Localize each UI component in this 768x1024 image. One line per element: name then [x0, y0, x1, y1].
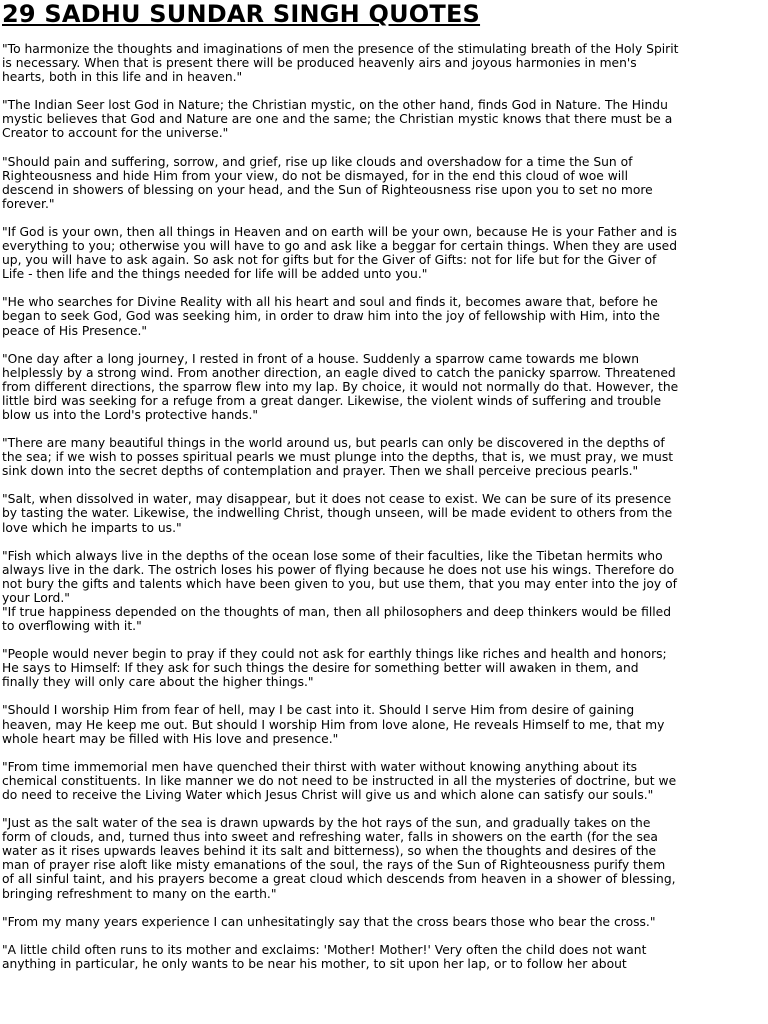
quote-item: "He who searches for Divine Reality with all his heart and soul and finds it, becomes aware that, before he began to seek God, God was seeking him, in order to draw him into the joy of fellowship with Him, into the peace of His Presence.": [2, 295, 660, 338]
quote-item: "Should I worship Him from fear of hell, may I be cast into it. Should I serve Him from desire of gaining heaven, may He keep me out. But should I worship Him from love alone, He reveals Himself to me, that my whole heart may be filled with His love and presence.": [2, 703, 665, 746]
quote-item: "The Indian Seer lost God in Nature; the Christian mystic, on the other hand, finds God in Nature. The Hindu mystic believes that God and Nature are one and the same; the Christian mystic knows that there must be a Creator to account for the universe.": [2, 98, 673, 141]
quote-item: "People would never begin to pray if they could not ask for earthly things like riches and health and honors; He says to Himself: If they ask for such things the desire for something better will awaken in them, and finally they will only care about the higher things.": [2, 647, 667, 690]
quote-item: "Salt, when dissolved in water, may disappear, but it does not cease to exist. We can be sure of its presence by tasting the water. Likewise, the indwelling Christ, though unseen, will be made evident to others from the love which he imparts to us.": [2, 492, 673, 535]
quote-item: "A little child often runs to its mother and exclaims: 'Mother! Mother!' Very often the child does not want anything in particular, he only wants to be near his mother, to sit upon her lap, or to follow her about: [2, 942, 647, 971]
quote-item: "There are many beautiful things in the world around us, but pearls can only be discovered in the depths of the sea; if we wish to posses spiritual pearls we must plunge into the depths, that is, we must pray, we must sink down into the secret depths of contemplation and prayer. Then we shall perceive precious pearls.": [2, 436, 674, 479]
quote-item: "From my many years experience I can unhesitatingly say that the cross bears those who bear the cross.": [2, 914, 656, 929]
quote-item: "One day after a long journey, I rested in front of a house. Suddenly a sparrow came towards me blown helplessly by a strong wind. From another direction, an eagle dived to catch the panicky sparrow. Threatened from different directions, the sparrow flew into my lap. By choice, it would not normally do that. However, the little bird was seeking for a refuge from a great danger. Likewise, the violent winds of suffering and trouble blow us into the Lord's protective hands.": [2, 351, 679, 422]
quote-list: [2, 42, 679, 985]
quote-item: "Should pain and suffering, sorrow, and grief, rise up like clouds and overshadow for a time the Sun of Righteousness and hide Him from your view, do not be dismayed, for in the end this cloud of woe will descend in showers of blessing on your head, and the Sun of Righteousness rise upon you to set no more forever.": [2, 154, 653, 211]
quote-item: "To harmonize the thoughts and imaginations of men the presence of the stimulating breath of the Holy Spirit is necessary. When that is present there will be produced heavenly airs and joyous harmonies in men's hearts, both in this life and in heaven.": [2, 42, 679, 85]
quote-item: "If God is your own, then all things in Heaven and on earth will be your own, because He is your Father and is everything to you; otherwise you will have to go and ask like a beggar for certain things. When they are used up, you will have to ask again. So ask not for gifts but for the Giver of Gifts: not for life but for the Giver of Life - then life and the things needed for life will be added unto you.": [2, 224, 678, 282]
quote-item: "If true happiness depended on the thoughts of man, then all philosophers and deep thinkers would be filled to overflowing with it.": [2, 605, 672, 634]
document-title: 29 SADHU SUNDAR SINGH QUOTES: [2, 0, 481, 28]
quote-item: "From time immemorial men have quenched their thirst with water without knowing anything about its chemical constituents. In like manner we do not need to be instructed in all the mysteries of doctrine, but we do need to receive the Living Water which Jesus Christ will give us and which alone can satisfy our souls.": [2, 759, 677, 802]
quote-item: "Fish which always live in the depths of the ocean lose some of their faculties, like the Tibetan hermits who always live in the dark. The ostrich loses his power of flying because he does not use his wings. Therefore do not bury the gifts and talents which have been given to you, but use them, that you may enter into the joy of your Lord.": [2, 548, 677, 605]
quote-item: "Just as the salt water of the sea is drawn upwards by the hot rays of the sun, and gradually takes on the form of clouds, and, turned thus into sweet and refreshing water, falls in showers on the earth (for the sea water as it rises upwards leaves behind it its salt and bitterness), so when the thoughts and desires of the man of prayer rise aloft like misty emanations of the soul, the rays of the Sun of Righteousness purify them of all sinful taint, and his prayers become a great cloud which descends from heaven in a shower of blessing, bringing refreshment to many on the earth.": [2, 816, 676, 901]
